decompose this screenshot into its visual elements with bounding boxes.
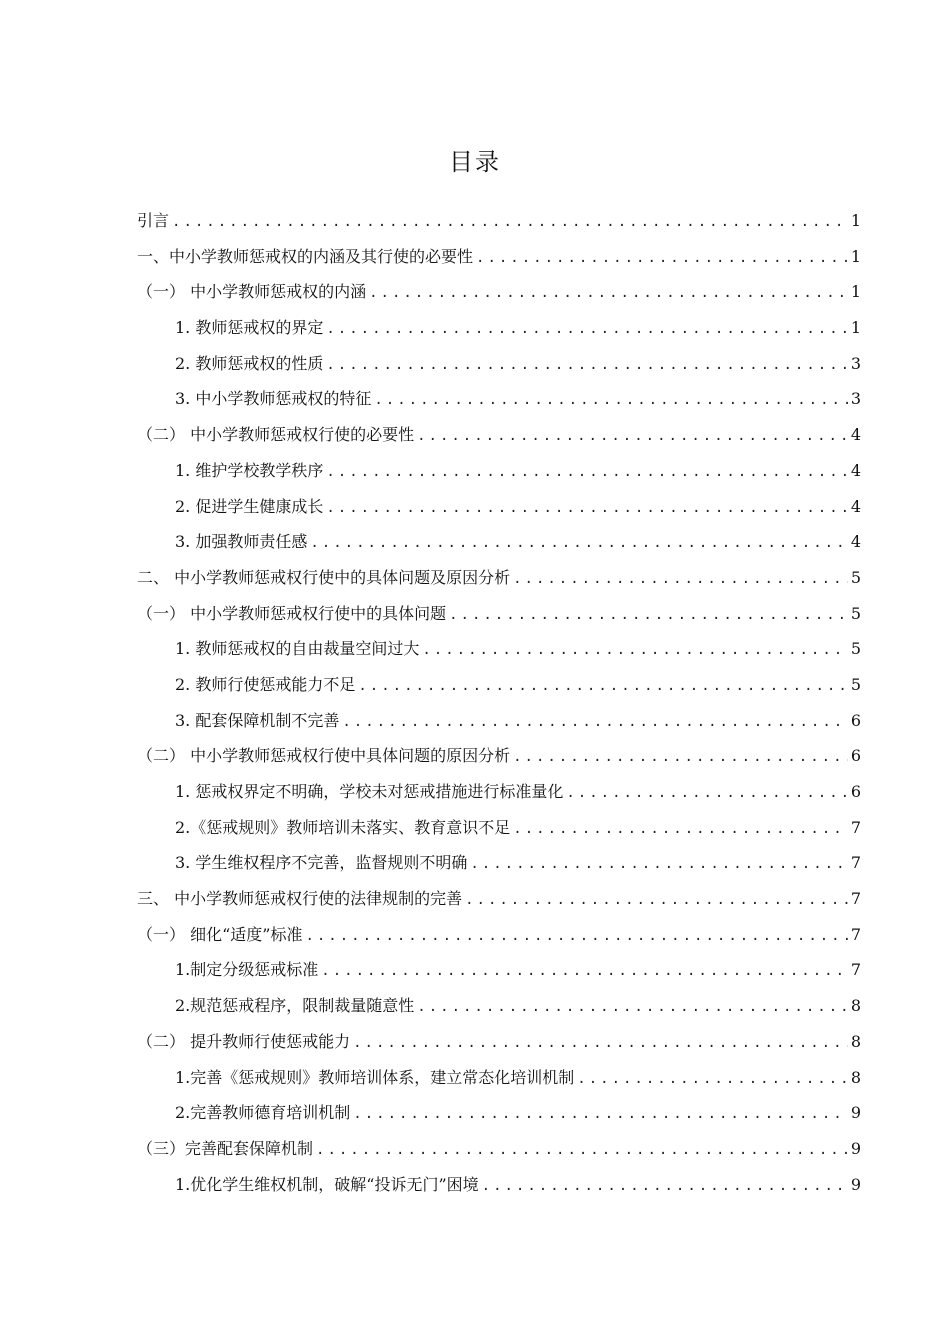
toc-entry[interactable] xyxy=(137,638,861,674)
toc-entry-page-number: 1 xyxy=(850,211,861,230)
toc-entry-label: 2. 教师惩戒权的性质 xyxy=(175,353,324,373)
toc-entry-label: （一） 中小学教师惩戒权的内涵 xyxy=(137,282,367,302)
toc-entry-page-number: 9 xyxy=(850,1138,861,1158)
toc-entry-label: 1.制定分级惩戒标准 xyxy=(175,960,319,980)
toc-entry-label: 3. 配套保障机制不完善 xyxy=(175,710,340,730)
table-of-contents xyxy=(137,210,861,1209)
toc-entry[interactable] xyxy=(137,424,861,460)
toc-entry[interactable] xyxy=(137,1138,861,1174)
toc-entry-page-number: 6 xyxy=(850,782,861,801)
toc-entry[interactable] xyxy=(137,246,861,282)
toc-entry[interactable] xyxy=(137,924,861,960)
toc-entry[interactable] xyxy=(137,745,861,781)
toc-entry[interactable] xyxy=(137,317,861,353)
toc-dot-leader xyxy=(358,675,847,697)
toc-entry-page-number: 4 xyxy=(850,532,861,552)
toc-dot-leader xyxy=(476,247,848,269)
toc-entry[interactable] xyxy=(137,531,861,567)
toc-dot-leader xyxy=(513,746,848,768)
toc-dot-leader xyxy=(326,318,847,340)
toc-dot-leader xyxy=(470,853,847,875)
toc-entry-label: 一、中小学教师惩戒权的内涵及其行使的必要性 xyxy=(137,246,474,266)
toc-entry-page-number: 7 xyxy=(850,960,861,980)
toc-entry-page-number: 8 xyxy=(850,996,861,1016)
toc-dot-leader xyxy=(342,711,847,733)
toc-dot-leader xyxy=(482,1175,848,1197)
toc-entry-label: 2.规范惩戒程序，限制裁量随意性 xyxy=(175,996,415,1016)
toc-entry[interactable] xyxy=(137,995,861,1031)
toc-dot-leader xyxy=(417,425,848,447)
toc-entry[interactable] xyxy=(137,959,861,995)
toc-entry-page-number: 5 xyxy=(850,603,861,623)
toc-entry-page-number: 5 xyxy=(850,674,861,694)
toc-dot-leader xyxy=(577,1068,848,1090)
toc-entry-page-number: 4 xyxy=(850,460,861,480)
toc-entry-page-number: 7 xyxy=(850,817,861,837)
toc-entry-label: 3. 加强教师责任感 xyxy=(175,532,308,552)
toc-dot-leader xyxy=(417,996,848,1018)
toc-entry-page-number: 4 xyxy=(850,496,861,516)
toc-entry-label: 3. 学生维权程序不完善，监督规则不明确 xyxy=(175,853,468,873)
toc-entry[interactable] xyxy=(137,210,861,246)
toc-entry-label: 2.完善教师德育培训机制 xyxy=(175,1103,351,1123)
toc-entry-label: （一） 细化“适度”标准 xyxy=(137,924,303,944)
toc-dot-leader xyxy=(513,818,848,840)
toc-entry-page-number: 8 xyxy=(850,1031,861,1051)
toc-entry[interactable] xyxy=(137,496,861,532)
toc-entry-page-number: 1 xyxy=(850,318,861,338)
toc-entry-label: 1.完善《惩戒规则》教师培训体系，建立常态化培训机制 xyxy=(175,1067,575,1087)
toc-entry-label: （二） 中小学教师惩戒权行使的必要性 xyxy=(137,425,415,445)
toc-dot-leader xyxy=(513,568,848,590)
toc-entry[interactable] xyxy=(137,281,861,317)
toc-dot-leader xyxy=(369,282,848,304)
toc-dot-leader xyxy=(374,389,847,411)
toc-dot-leader xyxy=(326,461,847,483)
toc-entry-page-number: 8 xyxy=(850,1067,861,1087)
toc-entry-label: （一） 中小学教师惩戒权行使中的具体问题 xyxy=(137,603,447,623)
toc-entry-label: 1. 教师惩戒权的自由裁量空间过大 xyxy=(175,639,420,659)
toc-entry-label: 1.优化学生维权机制，破解“投诉无门”困境 xyxy=(175,1174,479,1194)
toc-entry-label: （三）完善配套保障机制 xyxy=(137,1138,314,1158)
toc-entry-page-number: 3 xyxy=(850,389,861,409)
toc-entry[interactable] xyxy=(137,460,861,496)
toc-entry-page-number: 7 xyxy=(850,853,861,873)
toc-dot-leader xyxy=(353,1032,848,1054)
toc-entry-label: 2. 促进学生健康成长 xyxy=(175,496,324,516)
toc-entry[interactable] xyxy=(137,1174,861,1210)
toc-entry[interactable] xyxy=(137,817,861,853)
toc-entry-label: 2. 教师行使惩戒能力不足 xyxy=(175,674,356,694)
toc-entry-label: 1. 惩戒权界定不明确，学校未对惩戒措施进行标准量化 xyxy=(175,782,564,801)
toc-entry[interactable] xyxy=(137,710,861,746)
toc-entry-page-number: 1 xyxy=(850,282,861,302)
toc-dot-leader xyxy=(172,211,848,233)
page-title: 目录 xyxy=(449,148,501,176)
toc-entry[interactable] xyxy=(137,603,861,639)
toc-entry[interactable] xyxy=(137,888,861,924)
toc-entry[interactable] xyxy=(137,852,861,888)
toc-entry-page-number: 7 xyxy=(850,924,861,944)
toc-entry-page-number: 3 xyxy=(850,353,861,373)
toc-entry-label: 1. 教师惩戒权的界定 xyxy=(175,318,324,338)
toc-entry-label: （二） 提升教师行使惩戒能力 xyxy=(137,1031,351,1051)
toc-entry-page-number: 4 xyxy=(850,425,861,445)
toc-entry[interactable] xyxy=(137,567,861,603)
toc-entry-label: 1. 维护学校教学秩序 xyxy=(175,460,324,480)
toc-dot-leader xyxy=(305,925,847,947)
toc-dot-leader xyxy=(449,604,848,626)
toc-dot-leader xyxy=(465,889,848,911)
toc-entry-label: 三、 中小学教师惩戒权行使的法律规制的完善 xyxy=(137,889,463,909)
toc-dot-leader xyxy=(422,639,847,661)
toc-entry-page-number: 5 xyxy=(850,567,861,587)
toc-entry-page-number: 9 xyxy=(850,1103,861,1123)
toc-entry-label: 二、 中小学教师惩戒权行使中的具体问题及原因分析 xyxy=(137,567,511,587)
toc-entry[interactable] xyxy=(137,674,861,710)
toc-dot-leader xyxy=(566,782,847,804)
toc-entry[interactable] xyxy=(137,1102,861,1138)
toc-entry-page-number: 7 xyxy=(850,889,861,909)
toc-entry[interactable] xyxy=(137,781,861,817)
toc-entry-page-number: 5 xyxy=(850,639,861,659)
toc-dot-leader xyxy=(316,1139,848,1161)
toc-entry-page-number: 6 xyxy=(850,746,861,766)
toc-dot-leader xyxy=(310,532,847,554)
toc-dot-leader xyxy=(326,354,847,376)
toc-dot-leader xyxy=(353,1103,848,1125)
toc-entry-label: 2.《惩戒规则》教师培训未落实、教育意识不足 xyxy=(175,817,511,837)
toc-entry-page-number: 9 xyxy=(850,1174,861,1194)
toc-entry[interactable] xyxy=(137,1067,861,1103)
toc-entry-label: （二） 中小学教师惩戒权行使中具体问题的原因分析 xyxy=(137,746,511,766)
toc-entry[interactable] xyxy=(137,1031,861,1067)
toc-entry-label: 引言 xyxy=(137,211,170,230)
toc-dot-leader xyxy=(321,960,848,982)
toc-dot-leader xyxy=(326,497,847,519)
toc-entry-page-number: 6 xyxy=(850,710,861,730)
toc-entry-page-number: 1 xyxy=(850,246,861,266)
toc-entry-label: 3. 中小学教师惩戒权的特征 xyxy=(175,389,372,409)
toc-entry[interactable] xyxy=(137,388,861,424)
toc-entry[interactable] xyxy=(137,353,861,389)
